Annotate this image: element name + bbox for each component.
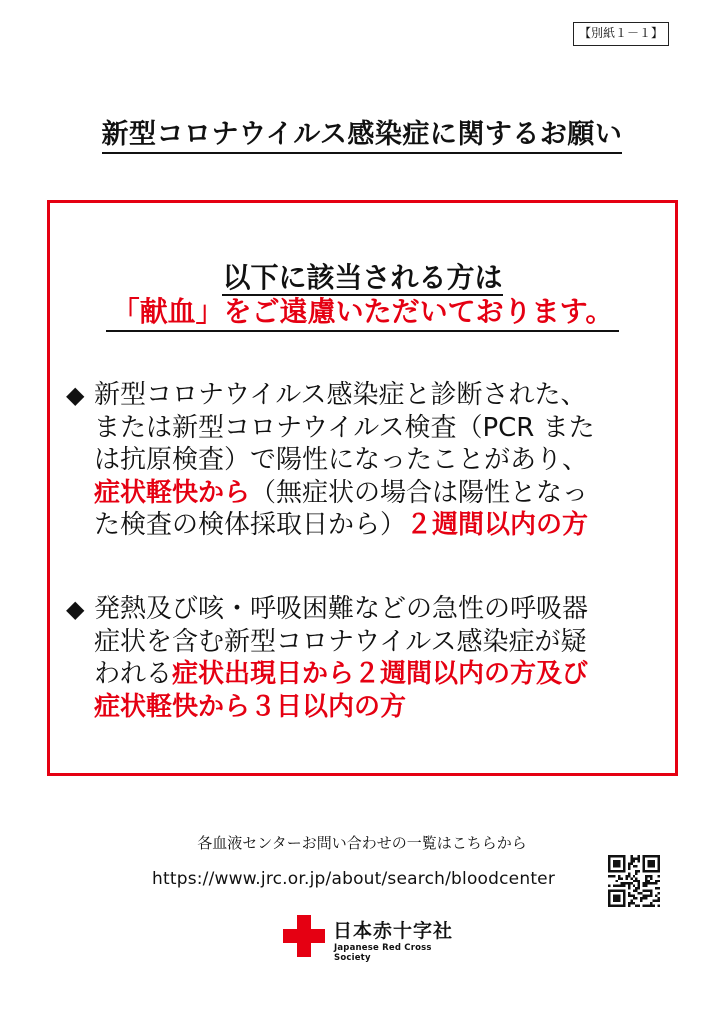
condition-item-2-body <box>94 593 666 723</box>
diamond-bullet-icon: ◆ <box>66 595 85 623</box>
contact-url-link[interactable]: https://www.jrc.or.jp/about/search/bloodcenter <box>152 869 556 889</box>
condition-line <box>94 509 666 542</box>
page-title-text: 新型コロナウイルス感染症に関するお願い <box>102 119 623 154</box>
body-text: 新型コロナウイルス感染症と診断された、 <box>94 380 587 410</box>
document-tag: 【別紙１－１】 <box>573 22 669 46</box>
condition-line <box>94 379 666 412</box>
logo-name-jp: 日本赤十字社 <box>333 920 454 942</box>
notice-line-2 <box>50 290 675 330</box>
highlight-text: 症状出現日から２週間以内の方及び <box>172 659 589 689</box>
condition-line <box>94 626 666 659</box>
red-cross-icon <box>283 915 325 957</box>
body-text: 発熱及び咳・呼吸困難などの急性の呼吸器 <box>94 594 589 624</box>
contact-list-text: 各血液センターお問い合わせの一覧はこちらから <box>197 834 527 852</box>
notice-box <box>47 200 678 776</box>
condition-item-2 <box>66 593 666 723</box>
body-text: 症状を含む新型コロナウイルス感染症が疑 <box>94 626 587 657</box>
logo-name-en: Japanese Red Cross Society <box>334 943 432 963</box>
highlight-text: ２週間以内の方 <box>406 510 589 540</box>
notice-line-1-text: 以下に該当される方は <box>222 261 503 294</box>
condition-line <box>94 412 666 445</box>
body-text: た検査の検体採取日から） <box>94 510 407 540</box>
diamond-bullet-icon: ◆ <box>66 381 85 409</box>
body-text: は抗原検査）で陽性になったことがあり、 <box>94 445 589 475</box>
highlight-text: 症状軽快から３日以内の方 <box>94 691 407 722</box>
body-text: われる <box>94 659 173 689</box>
condition-line <box>94 691 666 724</box>
condition-item-1 <box>66 379 666 542</box>
body-text: または新型コロナウイルス検査（PCR また <box>94 412 595 443</box>
red-cross-logo <box>283 912 453 962</box>
highlight-text: 症状軽快から <box>94 477 251 508</box>
qr-code-icon <box>608 855 660 907</box>
body-text: （無症状の場合は陽性となっ <box>250 477 589 508</box>
page-title <box>0 112 724 151</box>
condition-line <box>94 444 666 477</box>
notice-line-2-text: 「献血」をご遠慮いただいております。 <box>106 295 620 332</box>
condition-line <box>94 477 666 510</box>
condition-item-1-body <box>94 379 666 542</box>
condition-line <box>94 658 666 691</box>
condition-line <box>94 593 666 626</box>
